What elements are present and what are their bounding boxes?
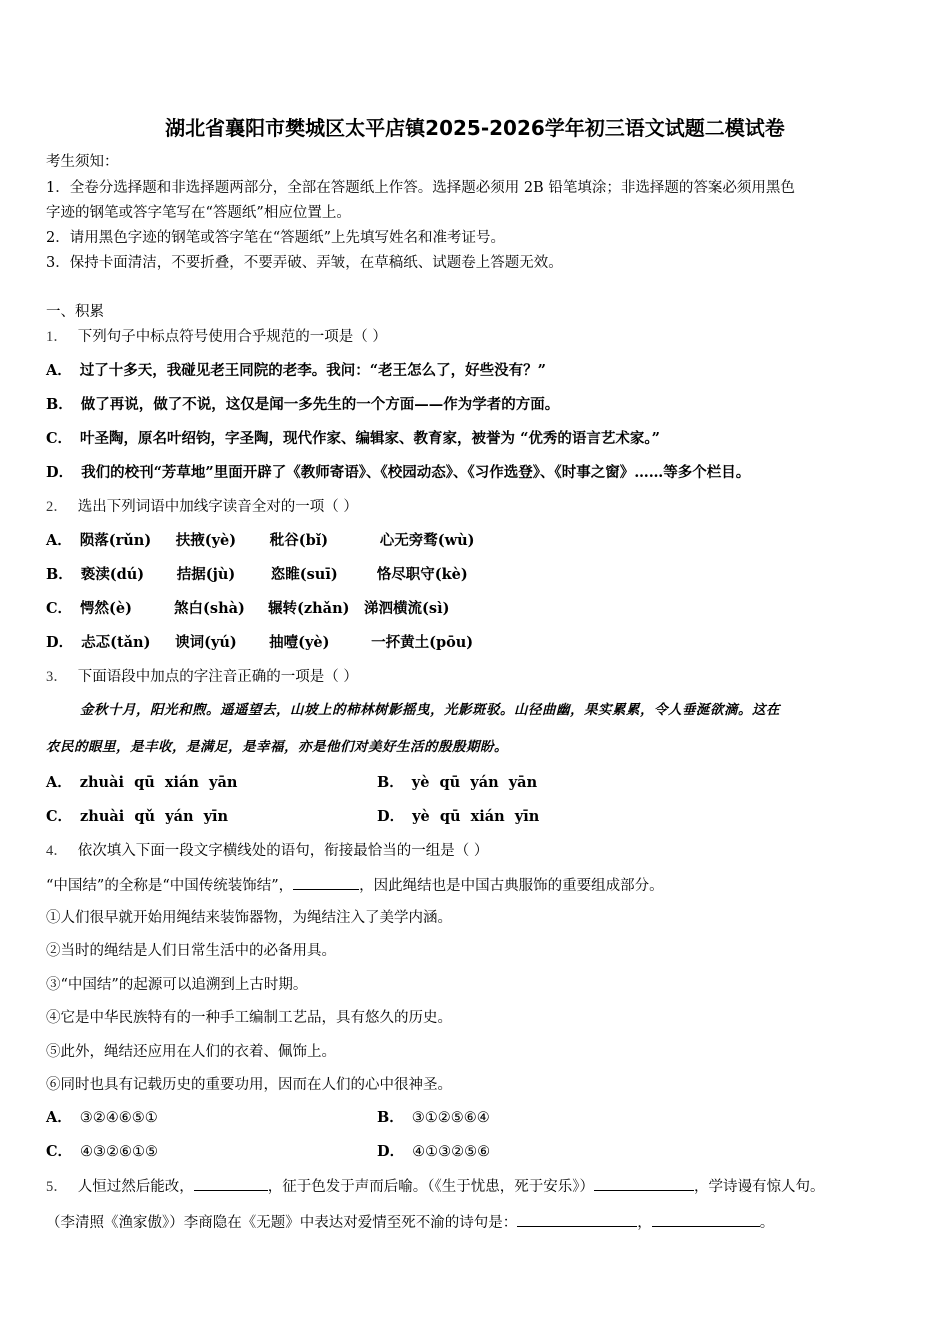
q1-option-b [46, 395, 559, 415]
option-text: zhuài qǔ yán yīn [80, 808, 229, 825]
q3-option-d [377, 807, 539, 827]
q1-option-d [46, 463, 750, 483]
q2-option-a [46, 531, 475, 551]
notice-line: 字迹的钢笔或答字笔写在“答题纸”相应位置上。 [46, 205, 351, 221]
option-word: 忐忑(tǎn) [81, 634, 151, 651]
option-label: D． [377, 1143, 405, 1160]
question-number: 5． [46, 1179, 68, 1195]
question-text: 人恒过然后能改， [77, 1179, 194, 1195]
question-text: ， [637, 1215, 652, 1231]
answer-blank[interactable] [652, 1212, 760, 1227]
question-4-stem [46, 841, 488, 861]
notice-line: 2．请用黑色字迹的钢笔或答字笔在“答题纸”上先填写姓名和准考证号。 [46, 230, 506, 246]
option-word: 恪尽职守(kè) [376, 566, 468, 583]
question-text: 下面语段中加点的字注音正确的一项是（ ） [77, 669, 358, 685]
option-word: 谀词(yú) [175, 634, 237, 651]
option-word: 辗转(zhǎn) [268, 600, 350, 617]
option-word: 秕谷(bǐ) [269, 532, 329, 549]
option-label: B． [377, 774, 404, 791]
option-label: B． [46, 396, 73, 413]
q4-intro-text: “中国结”的全称是“中国传统装饰结”， [46, 878, 294, 894]
q4-item: ②当时的绳结是人们日常生活中的必备用具。 [46, 943, 336, 959]
answer-blank[interactable] [194, 1176, 268, 1191]
question-number: 2． [46, 499, 68, 515]
option-label: A． [46, 1109, 72, 1126]
option-label: C． [46, 430, 73, 447]
section-heading: 一、积累 [46, 304, 104, 320]
option-word: 愕然(è) [80, 600, 132, 617]
notice-line: 1．全卷分选择题和非选择题两部分，全部在答题纸上作答。选择题必须用 2B 铅笔填涂；非选择题的答案必须用黑色 [46, 180, 795, 196]
option-label: C． [46, 808, 73, 825]
q4-option-c [46, 1142, 158, 1162]
option-label: B． [46, 566, 73, 583]
question-2-stem [46, 497, 358, 517]
option-word: 抽噎(yè) [269, 634, 330, 651]
option-word: 扶掖(yè) [175, 532, 237, 549]
q4-intro [46, 875, 664, 896]
q4-item: ⑥同时也具有记载历史的重要功用，因而在人们的心中很神圣。 [46, 1077, 452, 1093]
question-number: 4． [46, 843, 68, 859]
option-text: zhuài qū xián yān [79, 774, 238, 791]
option-label: A． [46, 532, 72, 549]
option-label: C． [46, 1143, 73, 1160]
question-3-stem [46, 667, 358, 687]
q3-option-c [46, 807, 228, 827]
option-label: D． [46, 634, 74, 651]
option-label: A． [46, 362, 72, 379]
option-text: 我们的校刊“芳草地”里面开辟了《教师寄语》、《校园动态》、《习作选登》、《时事之窗》……等多个栏目。 [81, 464, 751, 481]
question-5-line2 [46, 1212, 774, 1233]
option-label: D． [377, 808, 405, 825]
q2-option-b [46, 565, 468, 585]
q1-option-c [46, 429, 660, 449]
q3-passage-line: 金秋十月，阳光和煦。遥遥望去，山坡上的柿林树影摇曳，光影斑驳。山径曲幽，果实累累，令人垂涎欲滴。这在 [80, 702, 780, 718]
question-5-line1 [46, 1176, 825, 1197]
question-text: ，学诗谩有惊人句。 [694, 1179, 825, 1195]
q4-option-a [46, 1108, 158, 1128]
notice-heading: 考生须知： [46, 154, 119, 170]
question-text: ，征于色发于声而后喻。（《生于忧患，死于安乐》） [267, 1179, 594, 1195]
option-text: ④①③②⑤⑥ [412, 1144, 491, 1160]
q4-intro-text: ，因此绳结也是中国古典服饰的重要组成部分。 [359, 878, 664, 894]
option-text: ④③②⑥①⑤ [80, 1144, 159, 1160]
answer-blank[interactable] [293, 875, 359, 890]
q4-item: ④它是中华民族特有的一种手工编制工艺品，具有悠久的历史。 [46, 1010, 452, 1026]
option-text: 过了十多天，我碰见老王同院的老李。我问：“老王怎么了，好些没有？” [79, 362, 546, 379]
option-text: yè qū yán yān [411, 774, 538, 791]
option-label: B． [377, 1109, 404, 1126]
option-label: A． [46, 774, 72, 791]
notice-line: 3．保持卡面清洁，不要折叠，不要弄破、弄皱，在草稿纸、试题卷上答题无效。 [46, 255, 563, 271]
option-text: ③②④⑥⑤① [79, 1110, 158, 1126]
q3-option-b [377, 773, 537, 793]
option-word: 亵渎(dú) [80, 566, 145, 583]
page-title: 湖北省襄阳市樊城区太平店镇2025-2026学年初三语文试题二模试卷 [165, 116, 785, 140]
question-number: 3． [46, 669, 68, 685]
question-text: （李清照《渔家傲》）李商隐在《无题》中表达对爱情至死不渝的诗句是： [46, 1215, 518, 1231]
option-word: 涕泗横流(sì) [364, 600, 450, 617]
option-label: D． [46, 464, 74, 481]
question-text: 选出下列词语中加线字读音全对的一项（ ） [77, 499, 358, 515]
q2-option-d [46, 633, 473, 653]
option-text: yè qū xián yīn [412, 808, 540, 825]
option-word: 拮据(jù) [176, 566, 236, 583]
q3-option-a [46, 773, 237, 793]
option-word: 陨落(rǔn) [79, 532, 152, 549]
option-word: 煞白(shà) [174, 600, 245, 617]
question-text: 依次填入下面一段文字横线处的语句，衔接最恰当的一组是（ ） [77, 843, 489, 859]
q2-option-c [46, 599, 449, 619]
q3-passage-line: 农民的眼里，是丰收，是满足，是幸福，亦是他们对美好生活的殷殷期盼。 [46, 739, 508, 755]
option-text: ③①②⑤⑥④ [411, 1110, 490, 1126]
q1-option-a [46, 361, 546, 381]
answer-blank[interactable] [594, 1176, 694, 1191]
option-text: 叶圣陶，原名叶绍钧，字圣陶，现代作家、编辑家、教育家，被誉为 “优秀的语言艺术家。” [80, 430, 661, 447]
question-number: 1． [46, 329, 68, 345]
option-word: 心无旁骛(wù) [379, 532, 475, 549]
option-word: 恣睢(suī) [270, 566, 338, 583]
answer-blank[interactable] [517, 1212, 637, 1227]
q4-item: ①人们很早就开始用绳结来装饰器物，为绳结注入了美学内涵。 [46, 910, 452, 926]
q4-option-b [377, 1108, 490, 1128]
q4-item: ③“中国结”的起源可以追溯到上古时期。 [46, 977, 308, 993]
question-1-stem [46, 327, 387, 347]
q4-item: ⑤此外，绳结还应用在人们的衣着、佩饰上。 [46, 1044, 336, 1060]
question-text: 下列句子中标点符号使用合乎规范的一项是（ ） [77, 329, 387, 345]
question-text: 。 [759, 1215, 775, 1231]
q4-option-d [377, 1142, 490, 1162]
option-word: 一抔黄土(pōu) [371, 634, 474, 651]
option-text: 做了再说，做了不说，这仅是闻一多先生的一个方面——作为学者的方面。 [80, 396, 560, 413]
option-label: C． [46, 600, 73, 617]
